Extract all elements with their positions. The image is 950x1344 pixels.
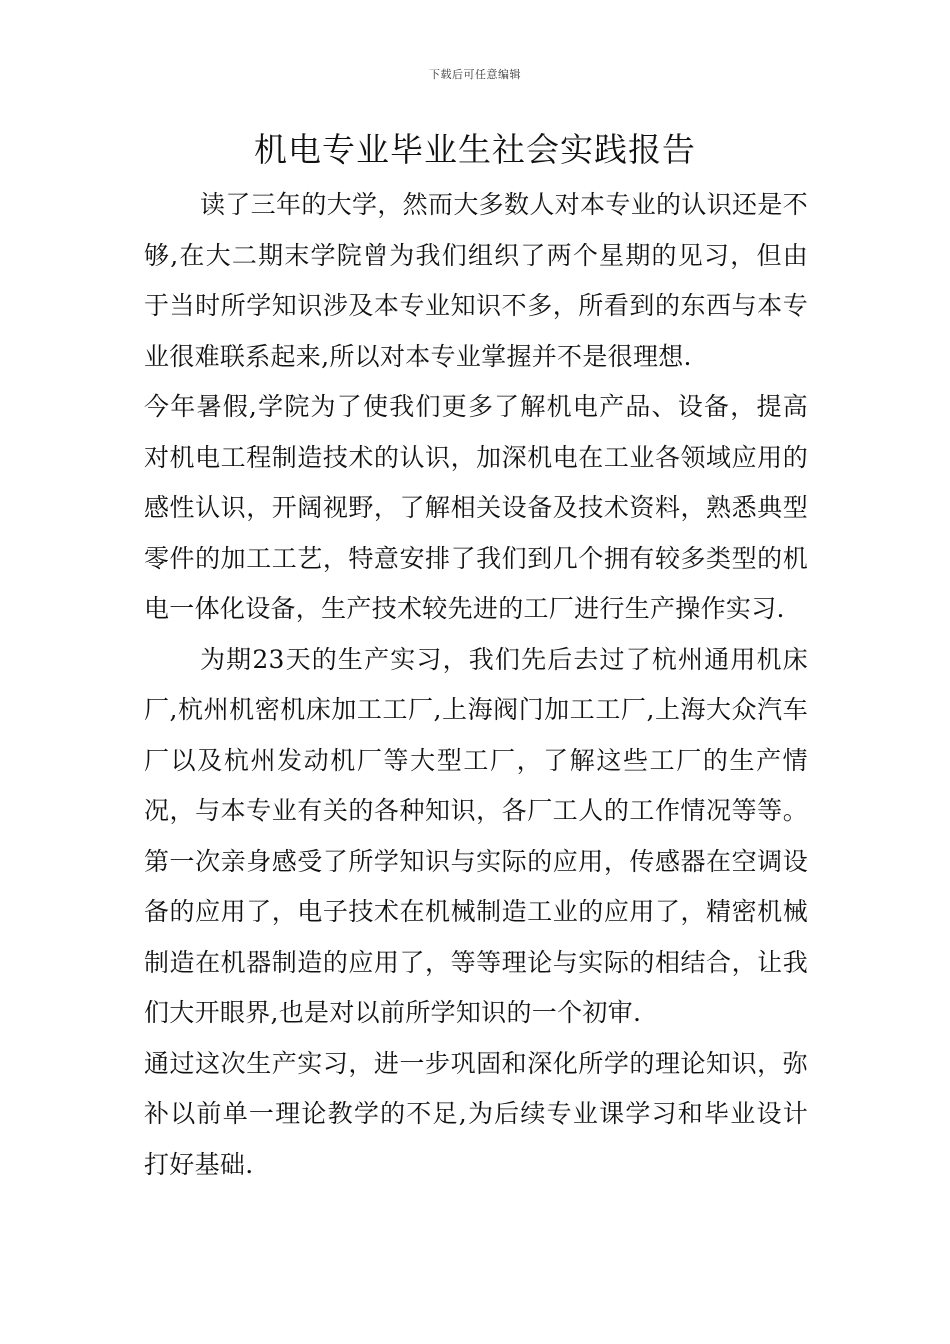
paragraph-2: 今年暑假,学院为了使我们更多了解机电产品、设备，提高对机电工程制造技术的认识，加深机电在工业各领域应用的感性认识，开阔视野，了解相关设备及技术资料，熟悉典型零件的加工工艺，特意安排了我们到几个拥有较多类型的机电一体化设备，生产技术较先进的工厂进行生产操作实习.: [144, 392, 808, 623]
header-note: 下载后可任意编辑: [429, 68, 521, 81]
page-title: 机电专业毕业生社会实践报告: [254, 130, 696, 169]
paragraph-1: 读了三年的大学，然而大多数人对本专业的认识还是不够,在大二期末学院曾为我们组织了两个星期的见习，但由于当时所学知识涉及本专业知识不多，所看到的东西与本专业很难联系起来,所以对本专业掌握并不是很理想.: [144, 190, 808, 371]
paragraph-4: 通过这次生产实习，进一步巩固和深化所学的理论知识，弥补以前单一理论教学的不足,为后续专业课学习和毕业设计打好基础.: [144, 1048, 808, 1179]
paragraph-3: 为期23天的生产实习，我们先后去过了杭州通用机床厂,杭州机密机床加工工厂,上海阀门加工工厂,上海大众汽车厂以及杭州发动机厂等大型工厂，了解这些工厂的生产情况，与本专业有关的各种知识，各厂工人的工作情况等等。第一次亲身感受了所学知识与实际的应用，传感器在空调设备的应用了，电子技术在机械制造工业的应用了，精密机械制造在机器制造的应用了，等等理论与实际的相结合，让我们大开眼界,也是对以前所学知识的一个初审.: [144, 644, 808, 1027]
document-body: [144, 180, 808, 1190]
